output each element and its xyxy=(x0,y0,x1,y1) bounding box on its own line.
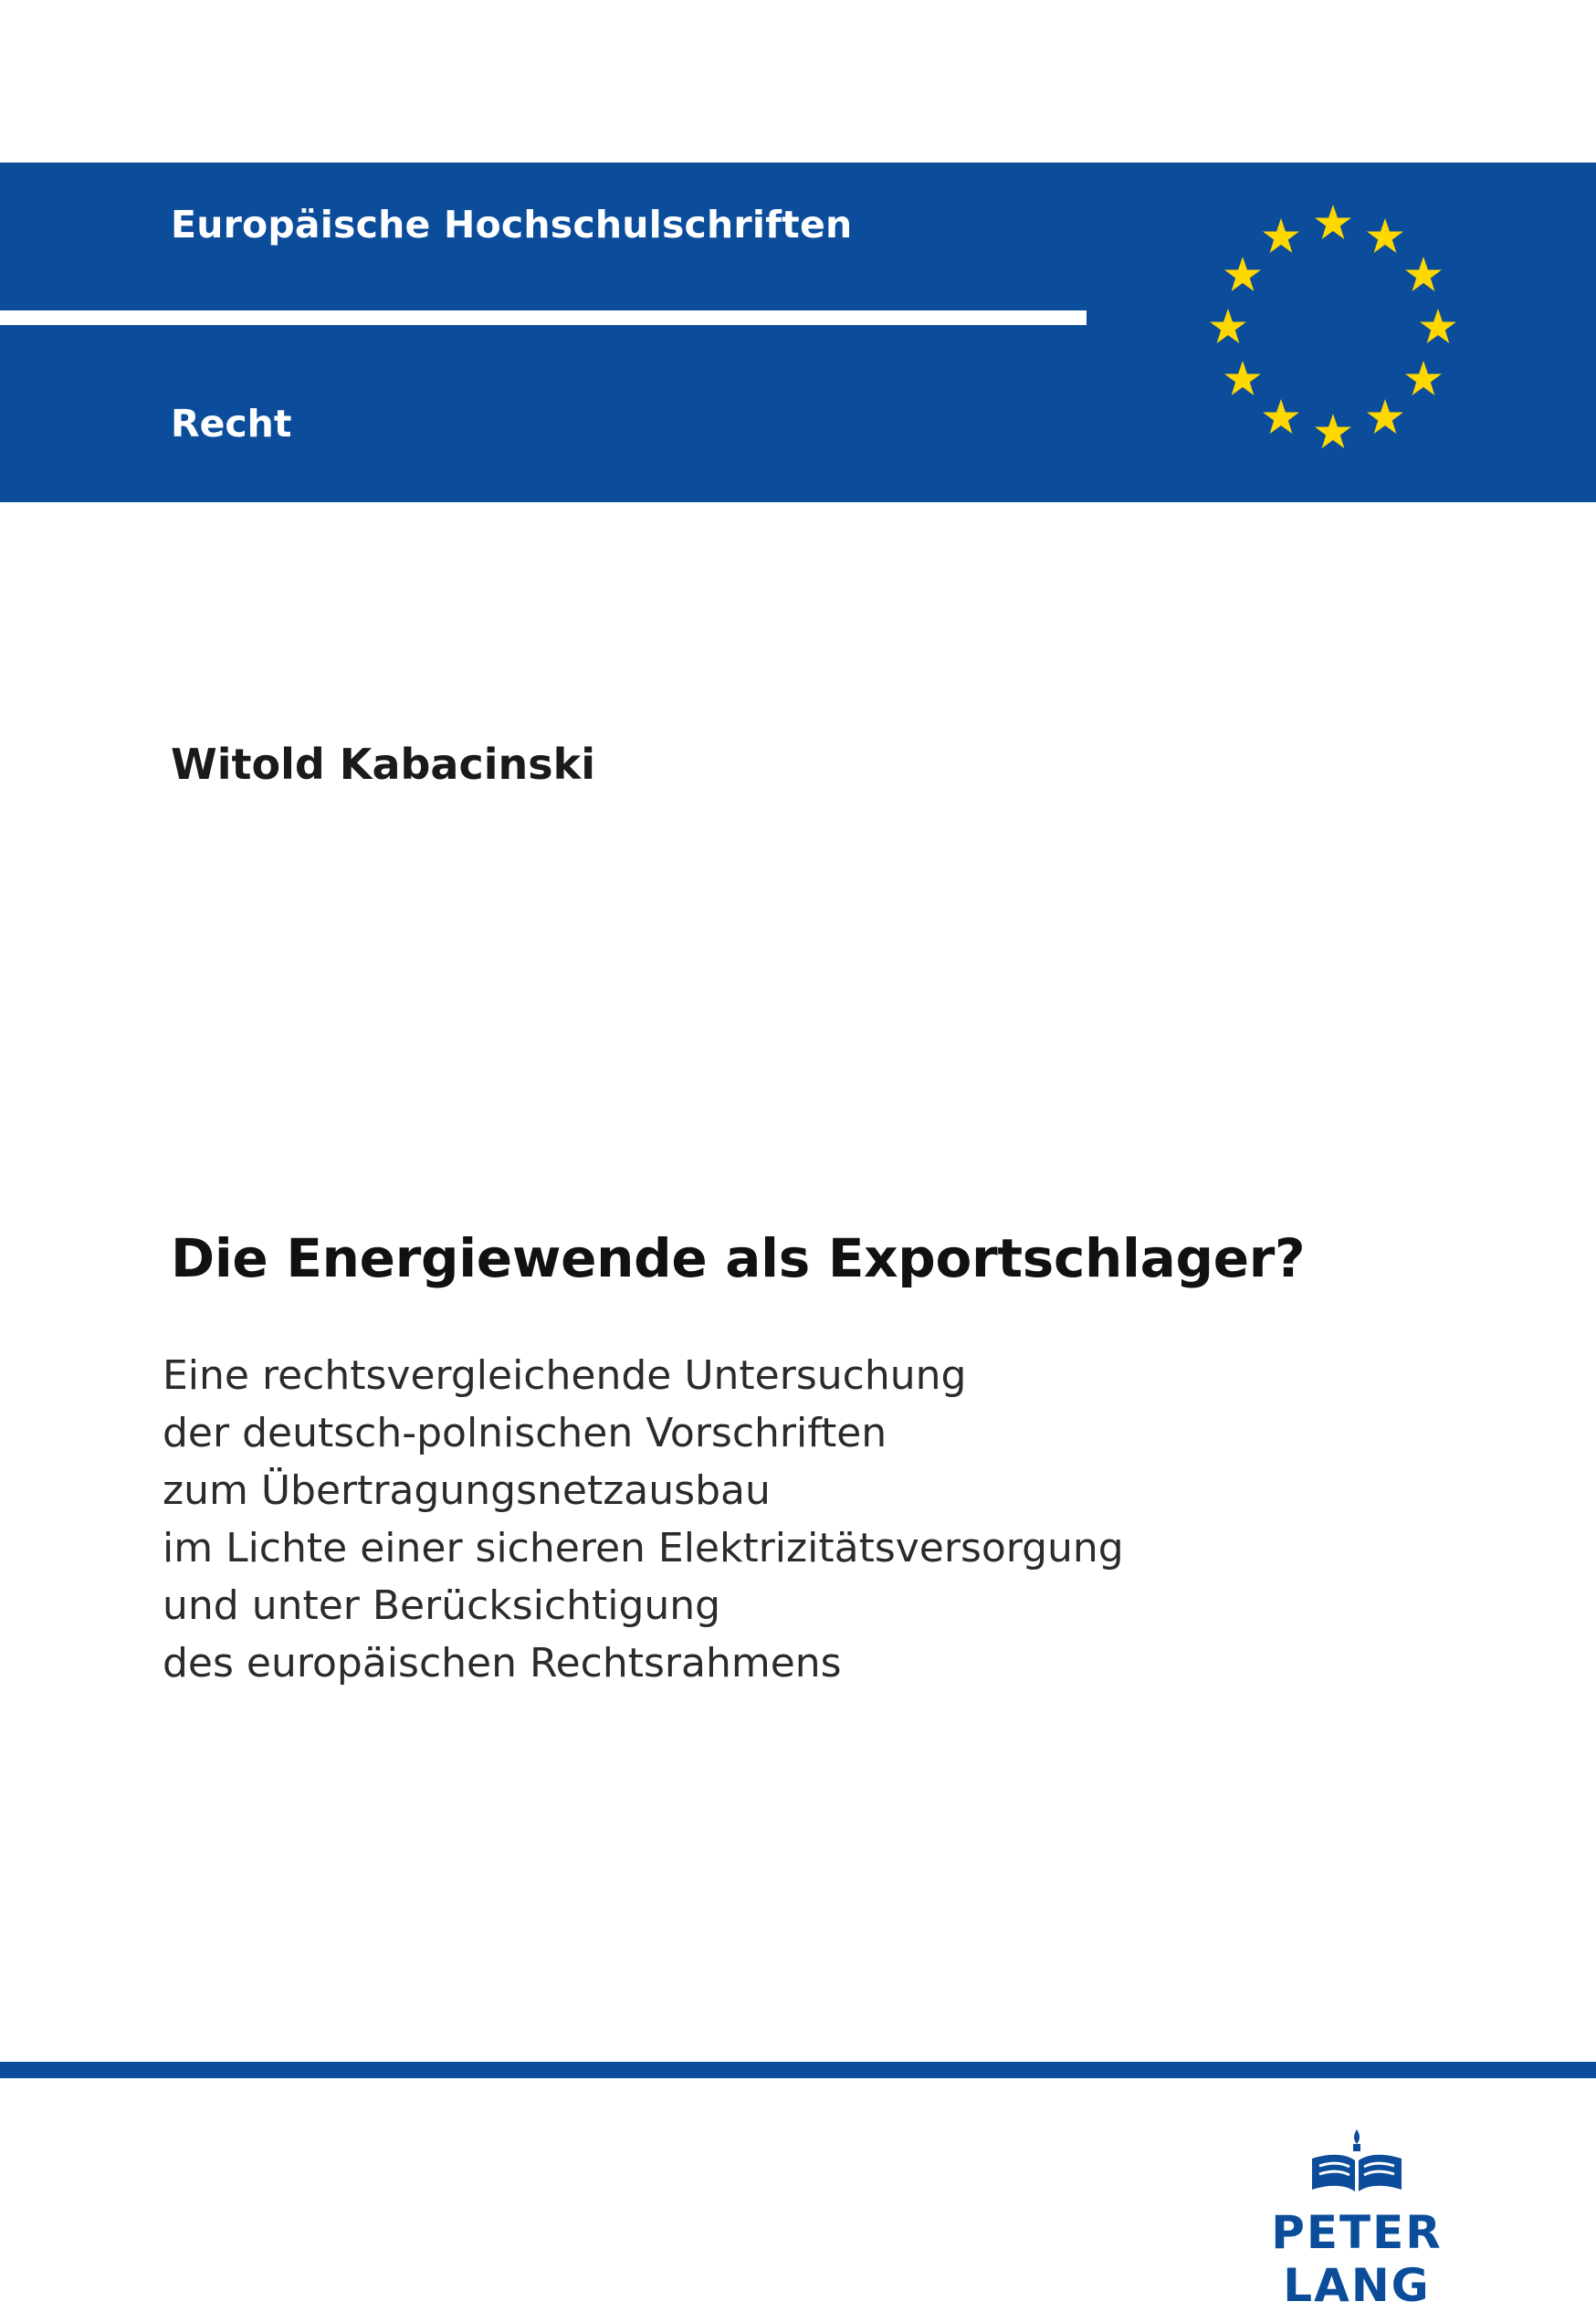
bottom-divider xyxy=(0,2062,1596,2078)
publisher-logo xyxy=(1202,2128,1512,2312)
open-book-icon xyxy=(1202,2128,1512,2201)
subtitle-line: der deutsch-polnischen Vorschriften xyxy=(163,1410,887,1456)
subtitle-line: des europäischen Rechtsrahmens xyxy=(163,1640,842,1687)
subtitle-line: zum Übertragungsnetzausbau xyxy=(163,1467,771,1514)
subtitle xyxy=(163,1347,1459,1692)
eu-stars-icon xyxy=(1187,183,1479,475)
series-title: Europäische Hochschulschriften xyxy=(171,203,853,247)
subtitle-line: Eine rechtsvergleichende Untersuchung xyxy=(163,1352,967,1399)
publisher-name: PETER LANG xyxy=(1271,2206,1443,2312)
subtitle-line: und unter Berücksichtigung xyxy=(163,1582,721,1629)
author-name: Witold Kabacinski xyxy=(171,740,595,789)
page-title: Die Energiewende als Exportschlager? xyxy=(171,1226,1306,1289)
series-subtitle: Recht xyxy=(171,402,292,446)
subtitle-line: im Lichte einer sicheren Elektrizitätsversorgung xyxy=(163,1525,1124,1571)
banner-divider xyxy=(0,310,1087,325)
